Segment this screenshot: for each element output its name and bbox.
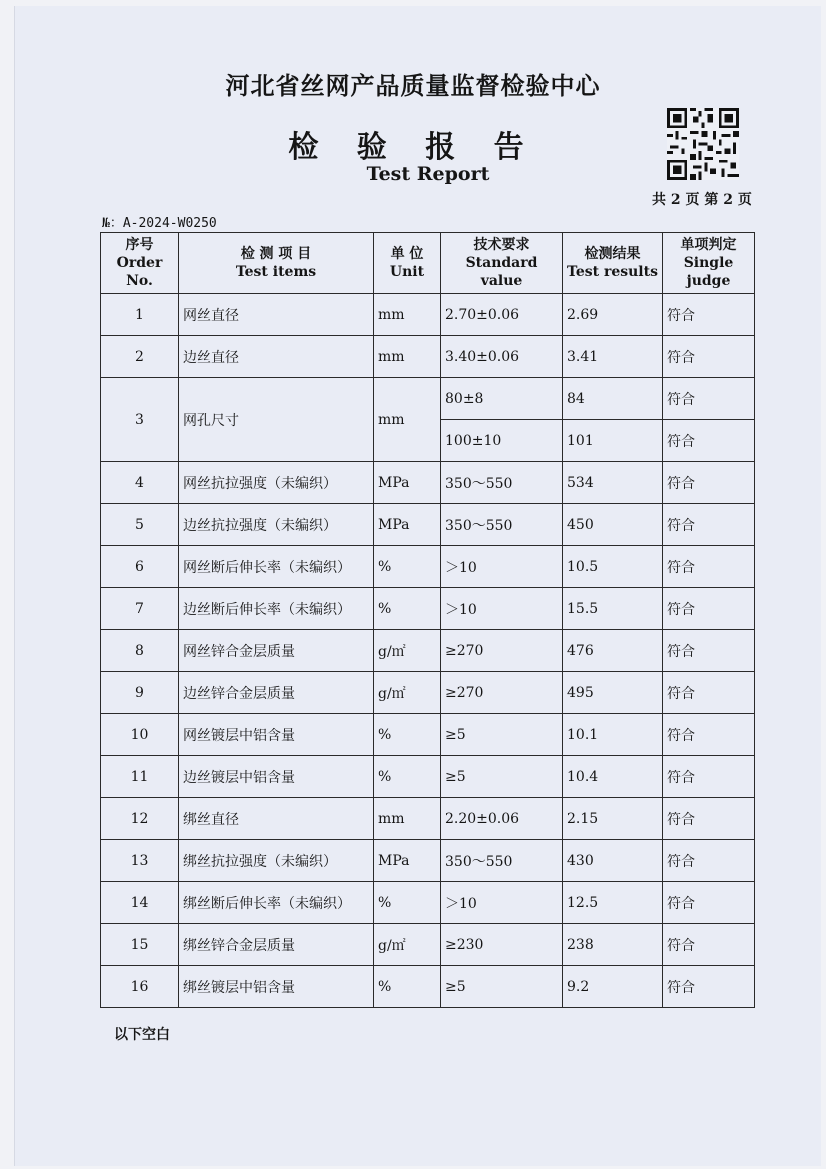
unit-cell: MPa	[374, 840, 441, 882]
test-item-cell: 网丝镀层中铝含量	[179, 714, 374, 756]
table-header-row	[101, 233, 755, 294]
result-cell: 3.41	[563, 336, 663, 378]
judge-cell: 符合	[663, 588, 755, 630]
result-cell: 2.15	[563, 798, 663, 840]
standard-cell: ≥5	[441, 756, 563, 798]
judge-cell: 符合	[663, 630, 755, 672]
test-item-cell: 绑丝断后伸长率（未编织）	[179, 882, 374, 924]
blank-below-note: 以下空白	[114, 1027, 170, 1043]
order-no-cell: 1	[101, 294, 179, 336]
standard-cell: 350～550	[441, 504, 563, 546]
result-cell: 9.2	[563, 966, 663, 1008]
test-item-cell: 边丝抗拉强度（未编织）	[179, 504, 374, 546]
order-no-cell: 6	[101, 546, 179, 588]
order-no-cell: 3	[101, 378, 179, 462]
header-test-items: 检 测 项 目 Test items	[179, 233, 374, 294]
standard-cell: ＞10	[441, 546, 563, 588]
order-no-cell: 14	[101, 882, 179, 924]
result-cell: 534	[563, 462, 663, 504]
standard-cell: 350～550	[441, 462, 563, 504]
unit-cell: mm	[374, 336, 441, 378]
test-item-cell: 网丝直径	[179, 294, 374, 336]
qr-code-icon	[667, 108, 739, 180]
header-unit: 单 位 Unit	[374, 233, 441, 294]
table-row	[101, 462, 755, 504]
header-standard-value: 技术要求 Standard value	[441, 233, 563, 294]
judge-cell: 符合	[663, 294, 755, 336]
standard-cell: ＞10	[441, 882, 563, 924]
judge-cell: 符合	[663, 462, 755, 504]
judge-cell: 符合	[663, 420, 755, 462]
judge-cell: 符合	[663, 714, 755, 756]
standard-cell: 2.20±0.06	[441, 798, 563, 840]
order-no-cell: 8	[101, 630, 179, 672]
test-item-cell: 边丝镀层中铝含量	[179, 756, 374, 798]
unit-cell: %	[374, 966, 441, 1008]
report-title: 检 验 报 告	[288, 130, 538, 165]
order-no-cell: 15	[101, 924, 179, 966]
standard-cell: 80±8	[441, 378, 563, 420]
unit-cell: %	[374, 588, 441, 630]
header-single-judge: 单项判定 Single judge	[663, 233, 755, 294]
unit-cell: %	[374, 714, 441, 756]
result-cell: 12.5	[563, 882, 663, 924]
table-row	[101, 882, 755, 924]
result-cell: 450	[563, 504, 663, 546]
unit-cell: MPa	[374, 504, 441, 546]
result-cell: 10.1	[563, 714, 663, 756]
judge-cell: 符合	[663, 336, 755, 378]
page-info: 共 2 页 第 2 页	[652, 192, 752, 208]
unit-cell: %	[374, 882, 441, 924]
table-row	[101, 504, 755, 546]
unit-cell: g/㎡	[374, 672, 441, 714]
judge-cell: 符合	[663, 966, 755, 1008]
order-no-cell: 10	[101, 714, 179, 756]
result-cell: 495	[563, 672, 663, 714]
result-cell: 430	[563, 840, 663, 882]
judge-cell: 符合	[663, 840, 755, 882]
test-item-cell: 绑丝抗拉强度（未编织）	[179, 840, 374, 882]
table-row	[101, 840, 755, 882]
standard-cell: ≥270	[441, 630, 563, 672]
test-item-cell: 绑丝锌合金层质量	[179, 924, 374, 966]
test-item-cell: 边丝锌合金层质量	[179, 672, 374, 714]
table-row	[101, 966, 755, 1008]
result-cell: 10.5	[563, 546, 663, 588]
standard-cell: ≥5	[441, 714, 563, 756]
standard-cell: ≥270	[441, 672, 563, 714]
table-row	[101, 336, 755, 378]
standard-cell: 2.70±0.06	[441, 294, 563, 336]
judge-cell: 符合	[663, 378, 755, 420]
result-cell: 476	[563, 630, 663, 672]
order-no-cell: 4	[101, 462, 179, 504]
order-no-cell: 12	[101, 798, 179, 840]
standard-cell: 3.40±0.06	[441, 336, 563, 378]
unit-cell: g/㎡	[374, 924, 441, 966]
table-row	[101, 672, 755, 714]
order-no-cell: 16	[101, 966, 179, 1008]
table-row	[101, 924, 755, 966]
table-row	[101, 756, 755, 798]
result-cell: 84	[563, 378, 663, 420]
test-item-cell: 边丝断后伸长率（未编织）	[179, 588, 374, 630]
test-item-cell: 绑丝镀层中铝含量	[179, 966, 374, 1008]
test-results-table	[100, 232, 755, 1008]
report-number: №：A-2024-W0250	[102, 216, 217, 231]
unit-cell: mm	[374, 798, 441, 840]
table-row	[101, 630, 755, 672]
result-cell: 238	[563, 924, 663, 966]
organization-title: 河北省丝网产品质量监督检验中心	[225, 71, 601, 100]
unit-cell: %	[374, 546, 441, 588]
test-item-cell: 边丝直径	[179, 336, 374, 378]
table-row	[101, 378, 755, 420]
judge-cell: 符合	[663, 798, 755, 840]
test-item-cell: 网丝抗拉强度（未编织）	[179, 462, 374, 504]
standard-cell: ≥230	[441, 924, 563, 966]
table-row	[101, 546, 755, 588]
order-no-cell: 11	[101, 756, 179, 798]
result-cell: 101	[563, 420, 663, 462]
table-row	[101, 588, 755, 630]
judge-cell: 符合	[663, 924, 755, 966]
standard-cell: ≥5	[441, 966, 563, 1008]
report-title-en: Test Report	[366, 163, 490, 185]
unit-cell: mm	[374, 378, 441, 462]
judge-cell: 符合	[663, 882, 755, 924]
order-no-cell: 9	[101, 672, 179, 714]
standard-cell: 350～550	[441, 840, 563, 882]
header-order-no: 序号 Order No.	[101, 233, 179, 294]
judge-cell: 符合	[663, 756, 755, 798]
order-no-cell: 2	[101, 336, 179, 378]
order-no-cell: 13	[101, 840, 179, 882]
judge-cell: 符合	[663, 504, 755, 546]
standard-cell: ＞10	[441, 588, 563, 630]
table-row	[101, 714, 755, 756]
judge-cell: 符合	[663, 546, 755, 588]
unit-cell: g/㎡	[374, 630, 441, 672]
result-cell: 10.4	[563, 756, 663, 798]
result-cell: 15.5	[563, 588, 663, 630]
test-item-cell: 网丝断后伸长率（未编织）	[179, 546, 374, 588]
header-test-results: 检测结果 Test results	[563, 233, 663, 294]
test-item-cell: 网丝锌合金层质量	[179, 630, 374, 672]
table-row	[101, 798, 755, 840]
order-no-cell: 7	[101, 588, 179, 630]
unit-cell: %	[374, 756, 441, 798]
unit-cell: mm	[374, 294, 441, 336]
standard-cell: 100±10	[441, 420, 563, 462]
table-row	[101, 294, 755, 336]
test-item-cell: 网孔尺寸	[179, 378, 374, 462]
test-item-cell: 绑丝直径	[179, 798, 374, 840]
order-no-cell: 5	[101, 504, 179, 546]
result-cell: 2.69	[563, 294, 663, 336]
unit-cell: MPa	[374, 462, 441, 504]
judge-cell: 符合	[663, 672, 755, 714]
